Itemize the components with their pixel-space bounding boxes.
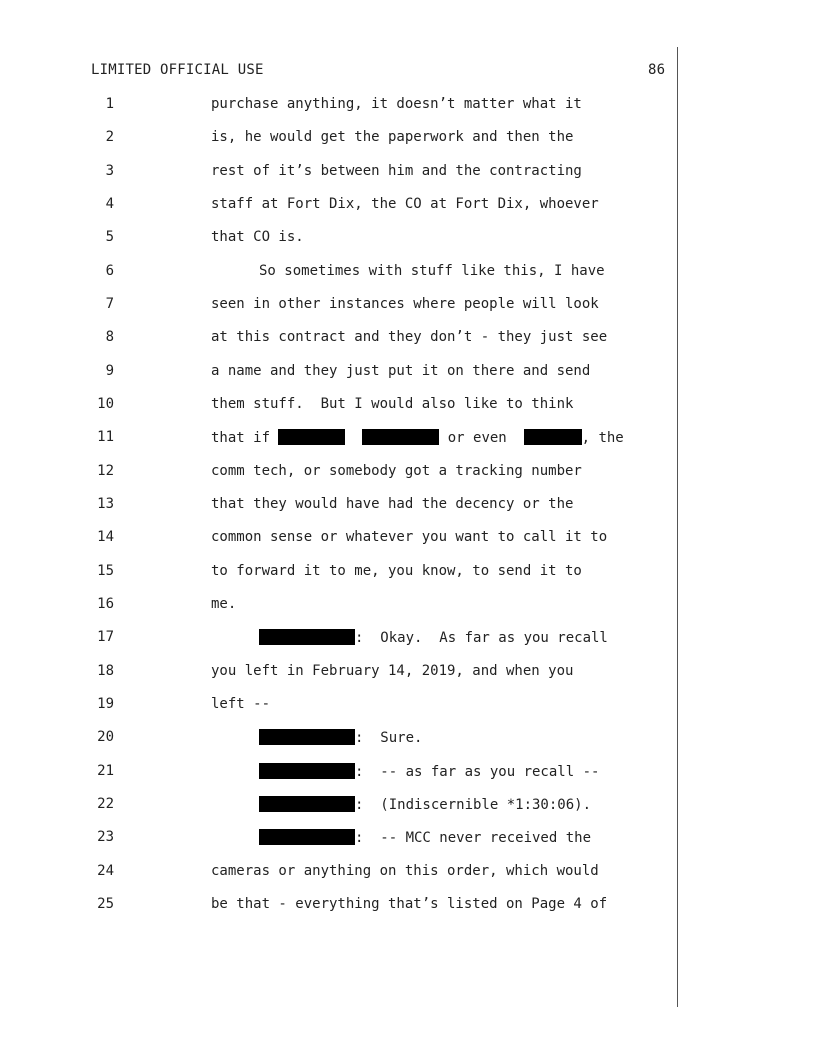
page-number: 86 xyxy=(648,62,666,78)
transcript-line xyxy=(0,629,680,649)
transcript-line xyxy=(0,296,680,316)
transcript-line xyxy=(0,596,680,616)
line-text xyxy=(259,629,608,646)
line-text: seen in other instances where people will look xyxy=(211,296,599,312)
line-text: to forward it to me, you know, to send it to xyxy=(211,563,582,579)
line-text xyxy=(259,829,591,846)
line-text: that CO is. xyxy=(211,229,304,245)
line-text-segment: : (Indiscernible *1:30:06). xyxy=(355,797,592,813)
line-number: 7 xyxy=(105,296,114,312)
line-text xyxy=(259,796,591,813)
transcript-line xyxy=(0,129,680,149)
transcript-line xyxy=(0,329,680,349)
transcript-line xyxy=(0,163,680,183)
line-number: 12 xyxy=(97,463,114,479)
line-text: is, he would get the paperwork and then the xyxy=(211,129,574,145)
redacted-speaker xyxy=(259,629,355,645)
redaction-block xyxy=(362,429,439,445)
transcript-line xyxy=(0,563,680,583)
line-text: cameras or anything on this order, which would xyxy=(211,863,599,879)
transcript-line xyxy=(0,263,680,283)
line-number: 10 xyxy=(97,396,114,412)
line-text: them stuff. But I would also like to think xyxy=(211,396,574,412)
line-text: So sometimes with stuff like this, I have xyxy=(259,263,605,279)
line-number: 16 xyxy=(97,596,114,612)
line-text: at this contract and they don’t - they just see xyxy=(211,329,608,345)
line-number: 13 xyxy=(97,496,114,512)
redacted-speaker xyxy=(259,729,355,745)
line-text: a name and they just put it on there and send xyxy=(211,363,591,379)
transcript-line xyxy=(0,96,680,116)
line-number: 20 xyxy=(97,729,114,745)
line-text: that they would have had the decency or the xyxy=(211,496,574,512)
line-number: 25 xyxy=(97,896,114,912)
transcript-line xyxy=(0,796,680,816)
line-number: 1 xyxy=(105,96,114,112)
line-number: 18 xyxy=(97,663,114,679)
transcript-line xyxy=(0,429,680,449)
line-number: 4 xyxy=(105,196,114,212)
line-number: 23 xyxy=(97,829,114,845)
redacted-speaker xyxy=(259,796,355,812)
redacted-speaker xyxy=(259,829,355,845)
line-number: 22 xyxy=(97,796,114,812)
line-text xyxy=(211,429,624,446)
transcript-line xyxy=(0,529,680,549)
line-number: 14 xyxy=(97,529,114,545)
transcript-line xyxy=(0,196,680,216)
redaction-block xyxy=(278,429,345,445)
transcript-line xyxy=(0,896,680,916)
transcript-line xyxy=(0,229,680,249)
line-number: 3 xyxy=(105,163,114,179)
transcript-line xyxy=(0,763,680,783)
line-text-segment: : -- as far as you recall -- xyxy=(355,764,600,780)
line-number: 15 xyxy=(97,563,114,579)
line-text xyxy=(259,729,422,746)
line-number: 24 xyxy=(97,863,114,879)
line-number: 11 xyxy=(97,429,114,445)
line-text-segment: : -- MCC never received the xyxy=(355,830,592,846)
line-number: 17 xyxy=(97,629,114,645)
line-text: me. xyxy=(211,596,237,612)
line-text: staff at Fort Dix, the CO at Fort Dix, whoever xyxy=(211,196,599,212)
line-text: be that - everything that’s listed on Page 4 of xyxy=(211,896,608,912)
transcript-line xyxy=(0,663,680,683)
line-number: 2 xyxy=(105,129,114,145)
line-text-segment: : Okay. As far as you recall xyxy=(355,630,608,646)
transcript-line xyxy=(0,463,680,483)
transcript-line xyxy=(0,696,680,716)
line-text-segment: , the xyxy=(581,430,624,446)
line-text: common sense or whatever you want to call it to xyxy=(211,529,608,545)
line-text: purchase anything, it doesn’t matter what it xyxy=(211,96,582,112)
transcript-line xyxy=(0,496,680,516)
line-text-segment: that if xyxy=(211,430,279,446)
transcript-line xyxy=(0,363,680,383)
line-number: 19 xyxy=(97,696,114,712)
redacted-speaker xyxy=(259,763,355,779)
transcript-line xyxy=(0,396,680,416)
line-text: comm tech, or somebody got a tracking number xyxy=(211,463,582,479)
line-number: 6 xyxy=(105,263,114,279)
transcript-line xyxy=(0,829,680,849)
line-text-segment: or even xyxy=(439,430,516,446)
redaction-block xyxy=(524,429,582,445)
line-text: you left in February 14, 2019, and when you xyxy=(211,663,574,679)
transcript-line xyxy=(0,729,680,749)
line-text: left -- xyxy=(211,696,271,712)
line-text xyxy=(259,763,599,780)
line-text: rest of it’s between him and the contracting xyxy=(211,163,582,179)
line-number: 5 xyxy=(105,229,114,245)
line-number: 8 xyxy=(105,329,114,345)
transcript-line xyxy=(0,863,680,883)
line-number: 21 xyxy=(97,763,114,779)
line-text-segment: : Sure. xyxy=(355,730,423,746)
header-classification: LIMITED OFFICIAL USE xyxy=(91,62,264,78)
line-number: 9 xyxy=(105,363,114,379)
